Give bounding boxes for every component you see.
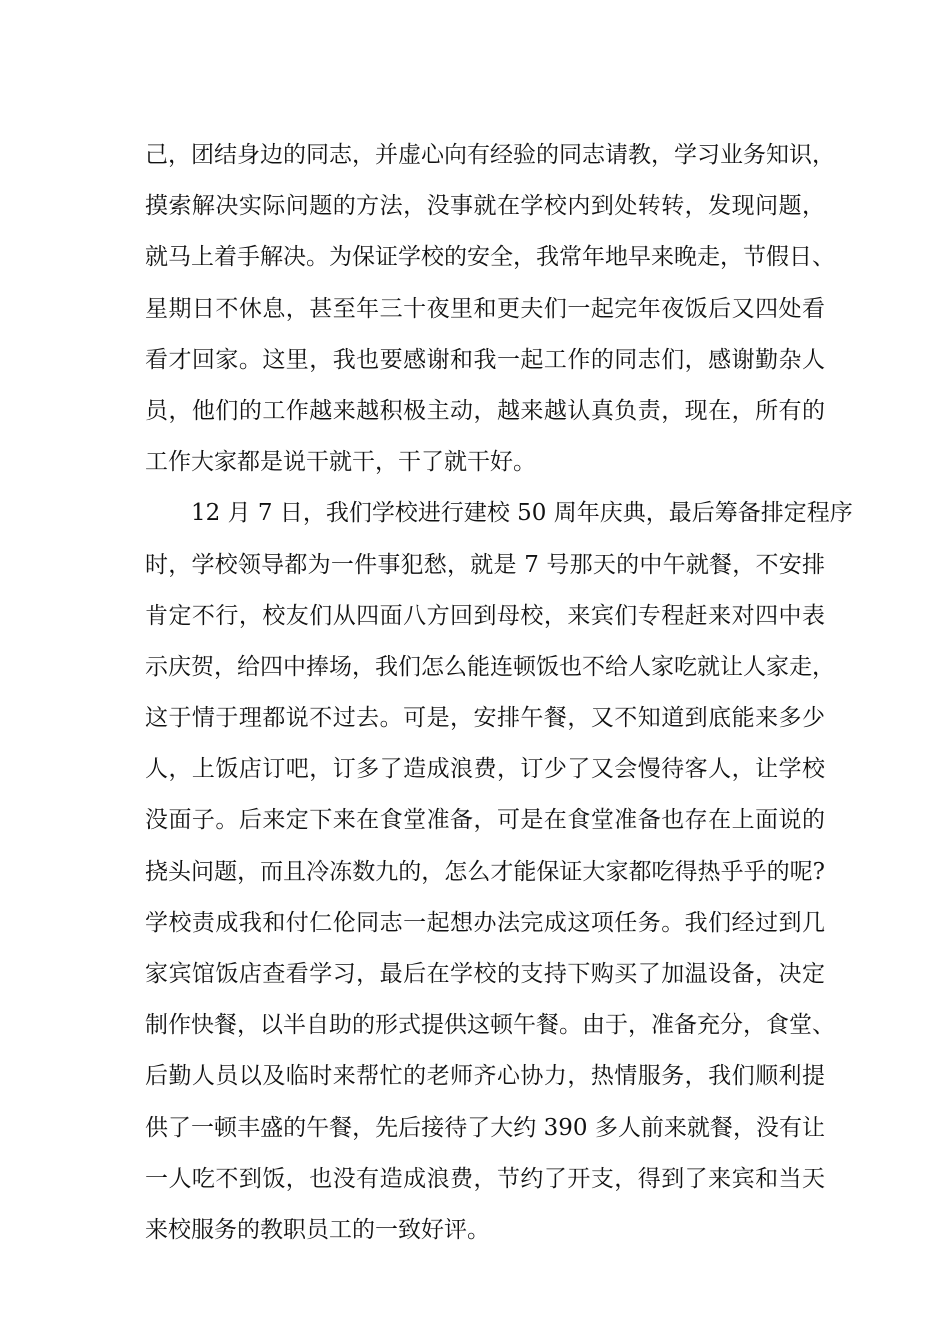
text-line: 这于情于理都说不过去。可是，安排午餐，又不知道到底能来多少 (145, 705, 825, 732)
text-line: 12 月 7 日，我们学校进行建校 50 周年庆典，最后筹备排定程序 (191, 500, 853, 527)
text-line: 肯定不行，校友们从四面八方回到母校，来宾们专程赶来对四中表 (145, 602, 825, 629)
text-line: 人，上饭店订吧，订多了造成浪费，订少了又会慢待客人，让学校 (145, 756, 825, 783)
text-line: 学校责成我和付仁伦同志一起想办法完成这项任务。我们经过到几 (145, 909, 825, 936)
text-line: 供了一顿丰盛的午餐，先后接待了大约 390 多人前来就餐，没有让 (145, 1114, 825, 1141)
paragraph (145, 488, 853, 1256)
text-line: 星期日不休息，甚至年三十夜里和更夫们一起完年夜饭后又四处看 (145, 295, 825, 322)
text-line: 挠头问题，而且冷冻数九的，怎么才能保证大家都吃得热乎乎的呢? (145, 858, 825, 885)
text-line: 时，学校领导都为一件事犯愁，就是 7 号那天的中午就餐，不安排 (145, 551, 825, 578)
text-line: 工作大家都是说干就干，干了就干好。 (145, 449, 536, 476)
text-line: 后勤人员以及临时来帮忙的老师齐心协力，热情服务，我们顺利提 (145, 1063, 825, 1090)
paragraph (145, 130, 835, 488)
text-line: 家宾馆饭店查看学习，最后在学校的支持下购买了加温设备，决定 (145, 961, 825, 987)
text-line: 制作快餐，以半自助的形式提供这顿午餐。由于，准备充分，食堂、 (145, 1012, 835, 1039)
text-line: 示庆贺，给四中捧场，我们怎么能连顿饭也不给人家吃就让人家走， (145, 653, 835, 680)
text-line: 摸索解决实际问题的方法，没事就在学校内到处转转，发现问题， (145, 193, 825, 220)
document-body (145, 130, 853, 1256)
text-line: 就马上着手解决。为保证学校的安全，我常年地早来晚走，节假日、 (145, 244, 835, 271)
text-line: 员，他们的工作越来越积极主动，越来越认真负责，现在，所有的 (145, 397, 825, 424)
text-line: 一人吃不到饭，也没有造成浪费，节约了开支，得到了来宾和当天 (145, 1165, 825, 1192)
text-line: 来校服务的教职员工的一致好评。 (145, 1216, 490, 1243)
text-line: 看才回家。这里，我也要感谢和我一起工作的同志们，感谢勤杂人 (145, 346, 825, 373)
text-line: 没面子。后来定下来在食堂准备，可是在食堂准备也存在上面说的 (145, 807, 825, 834)
text-line: 己，团结身边的同志，并虚心向有经验的同志请教，学习业务知识， (145, 142, 835, 168)
